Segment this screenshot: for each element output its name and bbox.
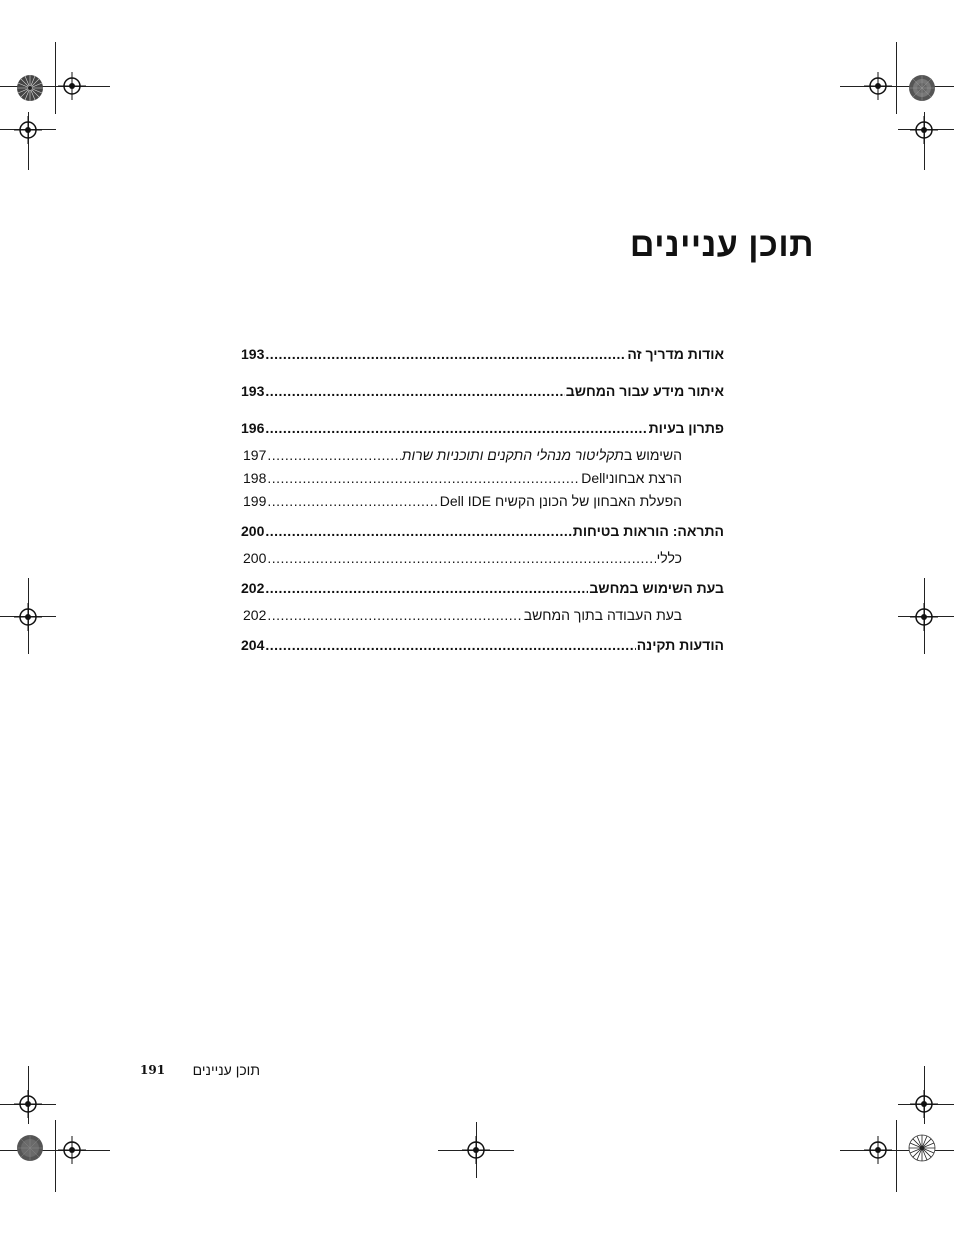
registration-target-icon	[58, 1136, 86, 1164]
color-rosette-icon	[16, 74, 44, 102]
page-title: תוכן עניינים	[629, 226, 814, 264]
dot-leader	[267, 607, 522, 623]
toc-entry-title: איתור מידע עבור המחשב	[565, 383, 724, 399]
registration-target-icon	[910, 603, 938, 631]
toc-entry-page: 200	[243, 550, 267, 566]
dot-leader	[267, 470, 580, 486]
table-of-contents	[241, 346, 724, 657]
toc-entry-title-prefix: השימוש ב	[623, 447, 682, 463]
toc-entry[interactable]	[241, 523, 724, 543]
dot-leader	[267, 447, 400, 463]
crop-line	[840, 86, 954, 87]
registration-target-icon	[14, 603, 42, 631]
dot-leader	[265, 580, 588, 596]
crop-line	[896, 42, 897, 114]
color-rosette-icon	[908, 1134, 936, 1162]
toc-entry-title: בעת השימוש במחשב	[589, 580, 724, 596]
toc-entry-title: התראה: הוראות בטיחות	[572, 523, 724, 539]
dot-leader	[267, 493, 438, 509]
crop-line	[840, 1150, 954, 1151]
toc-subentry[interactable]	[243, 607, 682, 627]
registration-target-icon	[14, 116, 42, 144]
toc-entry-title: הפעלת האבחון של הכונן הקשיח Dell IDE	[439, 493, 682, 509]
toc-entry[interactable]	[241, 637, 724, 657]
dot-leader	[267, 550, 655, 566]
dot-leader	[265, 420, 647, 436]
registration-target-icon	[910, 116, 938, 144]
toc-entry-page: 202	[243, 607, 267, 623]
toc-entry-page: 193	[241, 346, 265, 362]
toc-entry[interactable]	[241, 346, 724, 366]
toc-subentry[interactable]	[243, 550, 682, 570]
dot-leader	[265, 523, 571, 539]
color-rosette-icon	[908, 74, 936, 102]
toc-entry-page: 197	[243, 447, 267, 463]
registration-target-icon	[910, 1090, 938, 1118]
registration-target-icon	[14, 1090, 42, 1118]
toc-entry-title: אודות מדריך זה	[627, 346, 724, 362]
toc-entry-page: 198	[243, 470, 267, 486]
toc-entry-title: פתרון בעיות	[648, 420, 724, 436]
toc-entry[interactable]	[241, 420, 724, 440]
footer-section-title: תוכן עניינים	[192, 1062, 260, 1078]
toc-entry-page: 199	[243, 493, 267, 509]
dot-leader	[265, 383, 564, 399]
toc-entry-page: 200	[241, 523, 265, 539]
toc-entry-title: הודעות תקינה	[636, 637, 724, 653]
toc-entry-title: כללי	[656, 550, 682, 566]
toc-entry-title-italic: תקליטור מנהלי התקנים ותוכניות שרות	[401, 447, 624, 463]
registration-target-icon	[864, 72, 892, 100]
registration-target-icon	[864, 1136, 892, 1164]
toc-entry[interactable]	[241, 580, 724, 600]
toc-entry-title	[402, 447, 682, 463]
toc-subentry[interactable]	[243, 470, 682, 490]
toc-subentry[interactable]	[243, 493, 682, 513]
dot-leader	[265, 346, 626, 362]
toc-entry-page: 196	[241, 420, 265, 436]
color-rosette-icon	[16, 1134, 44, 1162]
crop-line	[55, 42, 56, 114]
toc-subentry[interactable]	[243, 447, 682, 467]
toc-entry-page: 193	[241, 383, 265, 399]
toc-entry-page: 204	[241, 637, 265, 653]
dot-leader	[265, 637, 635, 653]
toc-entry-title: הרצת אבחוניDell	[581, 470, 682, 486]
crop-line	[896, 1120, 897, 1192]
registration-target-icon	[58, 72, 86, 100]
footer-page-number: 191	[140, 1063, 166, 1077]
toc-entry-title: בעת העבודה בתוך המחשב	[523, 607, 682, 623]
crop-line	[55, 1120, 56, 1192]
registration-target-icon	[462, 1136, 490, 1164]
toc-entry[interactable]	[241, 383, 724, 403]
toc-entry-page: 202	[241, 580, 265, 596]
